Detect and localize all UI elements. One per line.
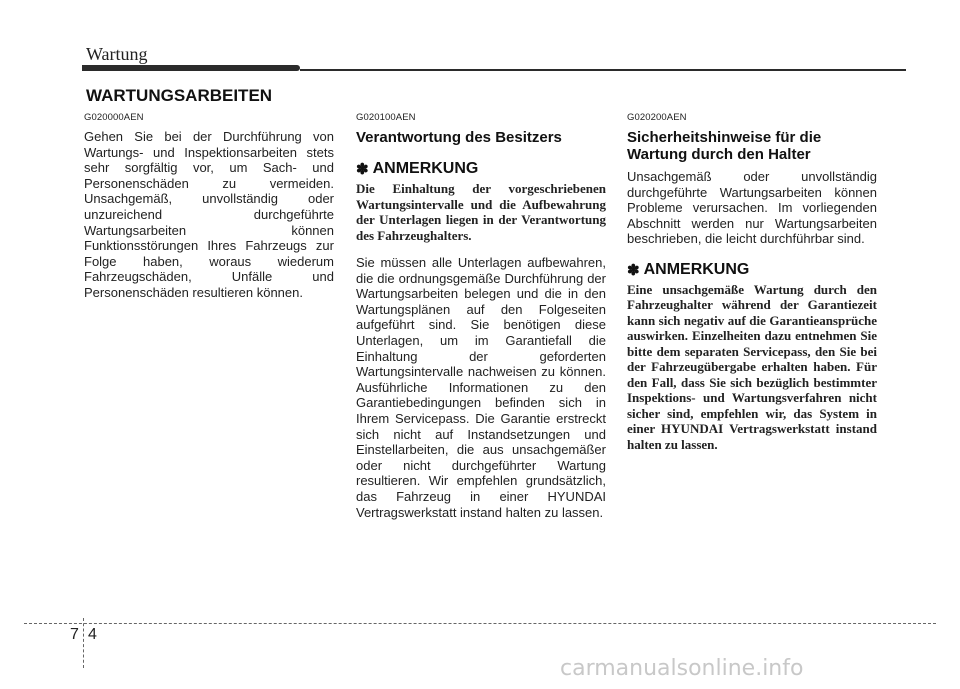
owner-responsibility-heading: Verantwortung des Besitzers	[356, 129, 562, 146]
safety-notes-paragraph: Unsachgemäß oder unvollständig durchgeführte Wartungsarbeiten können Probleme verursachen. Im vorliegenden Abschnitt werden nur Wartungsarbeiten beschrieben, die leicht durchführbar sind.	[627, 169, 877, 247]
safety-notes-heading: Sicherheitshinweise für die Wartung durch den Halter	[627, 129, 822, 163]
section-heading: WARTUNGSARBEITEN	[86, 86, 273, 105]
note-heading-label: ANMERKUNG	[372, 160, 479, 177]
column-owner-responsibility	[356, 112, 606, 520]
note-asterisk-icon: ✽	[356, 161, 369, 178]
note-asterisk-icon: ✽	[627, 261, 640, 279]
note-text: Die Einhaltung der vorgeschriebenen Wartungsintervalle und die Aufbewahrung der Unterlagen liegen in der Verantwortung des Fahrzeughalters.	[356, 181, 606, 243]
column-safety-notes	[627, 112, 877, 464]
owner-responsibility-paragraph: Sie müssen alle Unterlagen aufbewahren, die die ordnungsgemäße Durchführung der Wartungsarbeiten belegen und die in den Wartungsplänen auf den Folgeseiten aufgeführt sind. Sie benötigen diese Unterlagen, um im Garantiefall die Einhaltung der geforderten Wartungsintervalle nachweisen zu können. Ausführliche Informationen zu den Garantiebedingungen befinden sich in Ihrem Servicepass. Die Garantie erstreckt sich nicht auf Instandsetzungen und Einstellarbeiten, die aus unsachgemäßer oder nicht durchgeführter Wartung resultieren. Wir empfehlen grundsätzlich, das Fahrzeug in einer HYUNDAI Vertragswerkstatt instand halten zu lassen.	[356, 255, 606, 520]
section-code: G020000AEN	[84, 112, 144, 123]
footer-rule	[24, 623, 936, 624]
note-text: Eine unsachgemäße Wartung durch den Fahrzeughalter während der Garantiezeit kann sich negativ auf die Garantieansprüche auswirken. Einzelheiten dazu entnehmen Sie bitte dem separaten Servicepass, den Sie bei der Fahrzeugübergabe erhalten haben. Für den Fall, dass Sie sich bezüglich bestimmter Inspektions- und Wartungsverfahren nicht sicher sind, empfehlen wir, das System in einer HYUNDAI Vertragswerkstatt instand halten zu lassen.	[627, 281, 877, 452]
watermark: carmanualsonline.info	[560, 656, 804, 681]
column-intro	[84, 112, 334, 301]
header-accent-bar	[82, 65, 300, 71]
page-header-title: Wartung	[86, 44, 148, 64]
page-number: 4	[88, 626, 97, 643]
section-code: G020200AEN	[627, 112, 687, 123]
footer-divider	[83, 618, 84, 668]
chapter-number: 7	[70, 626, 79, 643]
note-heading-label: ANMERKUNG	[643, 260, 750, 278]
note-heading	[356, 160, 606, 178]
note-heading	[627, 261, 877, 279]
section-code: G020100AEN	[356, 112, 416, 123]
header-rule	[300, 69, 906, 71]
intro-paragraph: Gehen Sie bei der Durchführung von Wartungs- und Inspektionsarbeiten stets sehr sorgfältig vor, um Sach- und Personenschäden zu vermeiden. Unsachgemäß, unvollständig oder unzureichend durchgeführte Wartungsarbeiten können Funktionsstörungen Ihres Fahrzeugs zur Folge haben, woraus wiederum Fahrzeugschäden, Unfälle und Personenschäden resultieren können.	[84, 129, 334, 300]
